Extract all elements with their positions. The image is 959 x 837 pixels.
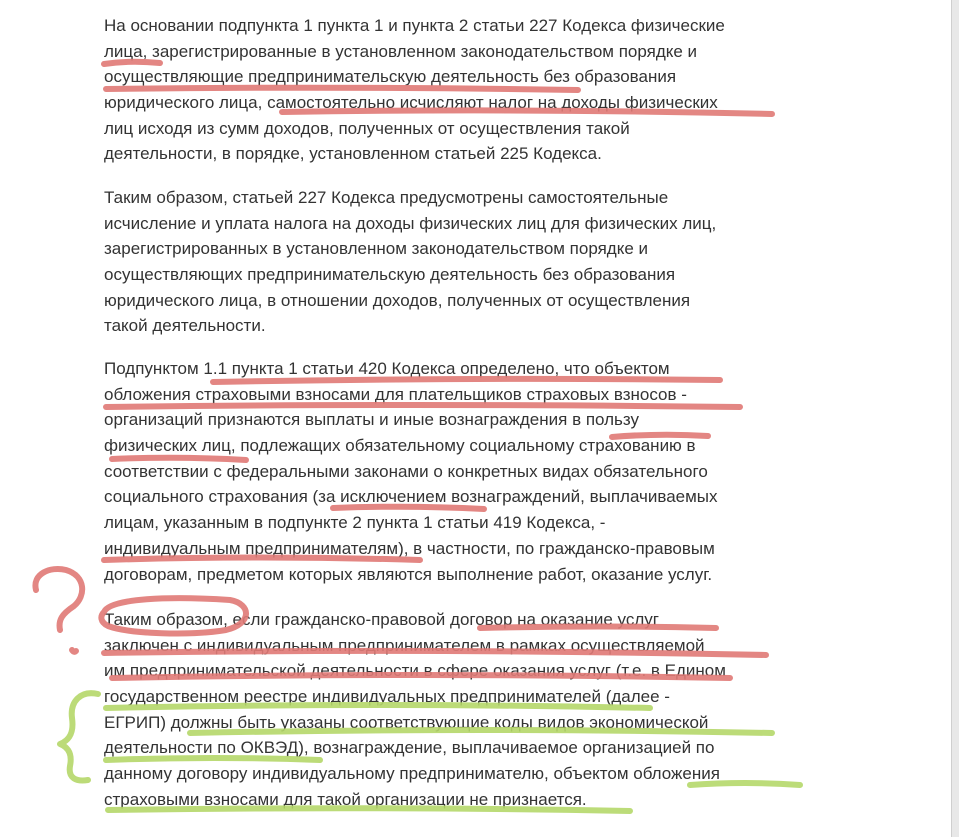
text-line: лиц исходя из сумм доходов, полученных от осуществления такой [104,118,630,138]
text-line: осуществляющие предпринимательскую деятельность без образования [104,67,677,87]
text-line: физических лиц, подлежащих обязательному социальному страхованию в [104,436,696,456]
text-line: такой деятельности. [104,316,266,336]
paragraph-2 [104,185,716,339]
paragraph-3 [104,356,718,587]
text-line: Таким образом, если гражданско-правовой договор на оказание услуг [104,610,659,629]
text-line: государственном реестре индивидуальных предпринимателей (далее - [104,687,670,707]
text-line: ЕГРИП) должны быть указаны соответствующие коды видов экономической [104,712,709,732]
text-line: исчисление и уплата налога на доходы физических лиц для физических лиц, [104,213,717,233]
text-line: деятельности по ОКВЭД), вознаграждение, выплачиваемое организацией по [104,738,715,758]
text-line: юридического лица, самостоятельно исчисляют налог на доходы физических [104,93,718,113]
text-line: заключен с индивидуальным предпринимателем в рамках осуществляемой [104,635,705,655]
paragraph-1 [104,13,725,167]
text-line: им предпринимательской деятельности в сфере оказания услуг (т.е. в Едином [104,661,726,681]
green-brace [60,693,98,780]
text-line: соответствии с федеральными законами о конкретных видах обязательного [104,461,708,481]
text-line: деятельности, в порядке, установленном статьей 225 Кодекса. [104,144,602,164]
text-line: договорам, предметом которых являются выполнение работ, оказание услуг. [104,564,713,584]
text-line: данному договору индивидуальному предпринимателю, объектом обложения [104,764,720,784]
text-line: зарегистрированных в установленном законодательством порядке и [104,239,649,259]
paragraph-4 [104,607,726,813]
text-line: На основании подпункта 1 пункта 1 и пункта 2 статьи 227 Кодекса физические [104,16,725,35]
text-line: индивидуальным предпринимателям), в частности, по гражданско-правовым [104,538,715,558]
text-line: страховыми взносами для такой организации не признается. [104,789,587,809]
question-mark-dot [72,650,76,652]
text-line: осуществляющих предпринимательскую деятельность без образования [104,265,676,285]
page-right-edge [951,0,959,837]
text-line: Таким образом, статьей 227 Кодекса предусмотрены самостоятельные [104,188,669,207]
text-line: организаций признаются выплаты и иные вознаграждения в пользу [104,410,639,430]
text-line: Подпунктом 1.1 пункта 1 статьи 420 Кодекса определено, что объектом [104,359,670,378]
text-line: лица, зарегистрированные в установленном законодательством порядке и [104,41,698,61]
text-line: лицам, указанным в подпункте 2 пункта 1 статьи 419 Кодекса, - [104,513,606,533]
text-line: юридического лица, в отношении доходов, полученных от осуществления [104,290,691,310]
text-line: обложения страховыми взносами для плательщиков страховых взносов - [104,384,687,404]
question-mark [35,569,82,630]
text-line: социального страхования (за исключением вознаграждений, выплачиваемых [104,487,718,507]
